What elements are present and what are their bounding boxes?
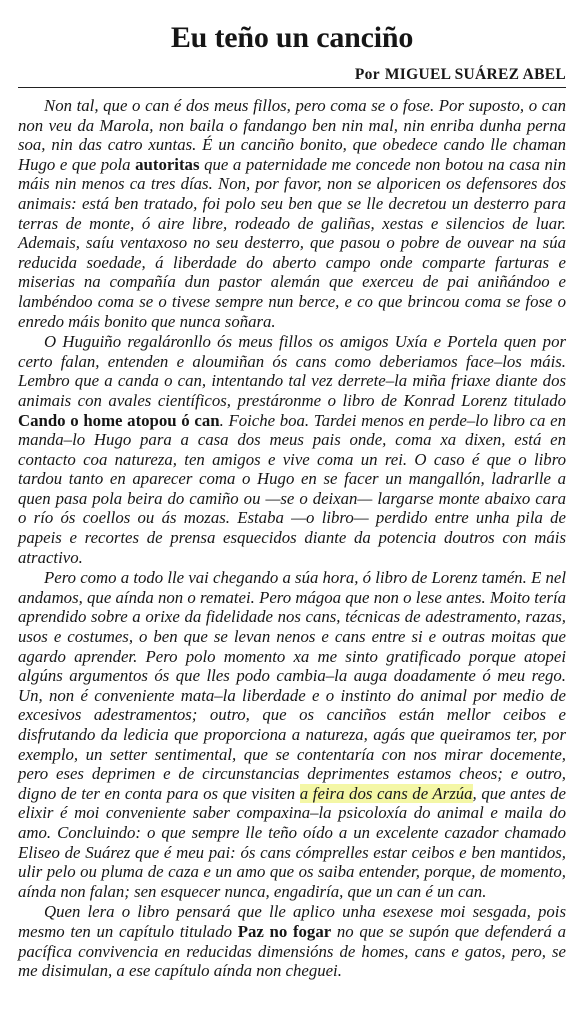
bold-title-text: Paz no fogar bbox=[237, 921, 332, 941]
article-paragraph bbox=[18, 96, 566, 331]
bold-title-text: autoritas bbox=[135, 154, 200, 174]
paragraph-text: , que antes de elixir é moi conveniente saber compaxina–la psicoloxía do animal e maila do amo. Concluindo: o que sempre lle teño oído a un excelente cazador chamado Eliseo de Suárez que é meu pai: ós cans cómprelles estar ceibos e ben mantidos, ulir pelo ou pluma de caza e un amo que os saiba entender, porque, de momento, aínda non falan; sen esquecer nunca, engadiría, que un can é un can. bbox=[18, 783, 566, 901]
paragraph-text: no que se supón que defenderá a pacífica convivencia en reducidas dimensións de homes, cans e gatos, pero, se me disimulan, a ese capítulo aínda non cheguei. bbox=[18, 921, 567, 981]
byline bbox=[18, 66, 566, 88]
article-paragraph bbox=[18, 902, 566, 980]
paragraph-text: . Foiche boa. Tardei menos en perde–lo libro ca en manda–lo Hugo para a casa dos meus pais onde, coma xa dixen, está en contacto coa natureza, ten amigos e vive coma un rei. O caso é que o libro tardou tanto en aparecer coma o Hugo en se facer un mangallón, ladrarlle a quen pasa pola beira do camiño ou —se o deixan— largarse monte abaixo cara o río ós coellos ou ás mozas. Estaba —o libro— perdido entre unha pila de papeis e recortes de prensa esquecidos diante da potencia doutros con máis atractivo. bbox=[18, 410, 566, 567]
bold-title-text: Cando o home atopou ó can bbox=[18, 410, 220, 430]
byline-author: MIGUEL SUÁREZ ABEL bbox=[384, 66, 566, 83]
article-title: Eu teño un canciño bbox=[170, 21, 414, 54]
highlighted-text: a feira dos cans de Arzúa bbox=[299, 783, 473, 803]
article-body bbox=[18, 96, 566, 981]
paragraph-text: Pero como a todo lle vai chegando a súa hora, ó libro de Lorenz tamén. E nel andamos, que aínda non o rematei. Pero mágoa que non o lese antes. Moito tería aprendido sobre a orixe da fidelidade nos cans, técnicas de adestramento, razas, usos e costumes, o ben que se levan nenos e cans entre si e outras moitas que agardo aprender. Pero polo momento xa me sinto gratificado porque atopei algúns argumentos ós que lles podo cambia–la auga doadamente ó meu rego. Un, non é conveniente mata–la liberdade e o instinto do animal por medio de excesivos adestramentos; outro, que os canciños están mellor ceibos e disfrutando da ledicia que proporciona a natureza, agás que queiramos ter, por exemplo, un setter sentimental, que se contentaría con nos mirar docemente, pero eses deprimen e de circunstancias deprimentes estamos cheos; e outro, digno de ter en conta para os que visiten bbox=[18, 568, 567, 803]
paragraph-text: Quen lera o libro pensará que lle aplico unha esexese moi sesgada, pois mesmo ten un capítulo titulado bbox=[18, 902, 566, 941]
paragraph-text: O Huguiño regaláronllo ós meus fillos os amigos Uxía e Portela quen por certo falan, entenden e aloumiñan ós cans como deberiamos face–los máis. Lembro que a canda o can, intentando tal vez derrete–la miña friaxe diante dos animais con avales científicos, prestáronme o libro de Konrad Lorenz titulado bbox=[18, 332, 566, 410]
paragraph-text: que a paternidade me concede non botou na casa nin máis nin menos ca tres días. Non, por favor, non se alporicen os defensores dos animais: está ben tratado, foi polo seu ben que se lle decretou un desterro para terras de monte, ó aire libre, rodeado de galiñas, xestas e silencios de luar. Ademais, saíu ventaxoso no seu desterro, que pasou o pobre de ouvear na súa reducida soedade, á liberdade do aberto campo onde comparte farturas e miserias na compañía dun pastor alemán que exerceu de pai aniñándoo e lambéndoo coma se o tivese sempre nun berce, e co que brincou coma se fose o enredo máis bonito que nunca soñara. bbox=[18, 154, 566, 331]
paragraph-text: Non tal, que o can é dos meus fillos, pero coma se o fose. Por suposto, o can non veu da Marola, non baila o fandango ben nin mal, nin enriba dunha perna soa, nin das catro xuntas. É un canciño bonito, que obedece cando lle chaman Hugo e que pola bbox=[18, 96, 566, 174]
article-paragraph bbox=[18, 332, 566, 567]
article-paragraph bbox=[18, 568, 566, 901]
byline-prefix: Por bbox=[354, 66, 380, 83]
